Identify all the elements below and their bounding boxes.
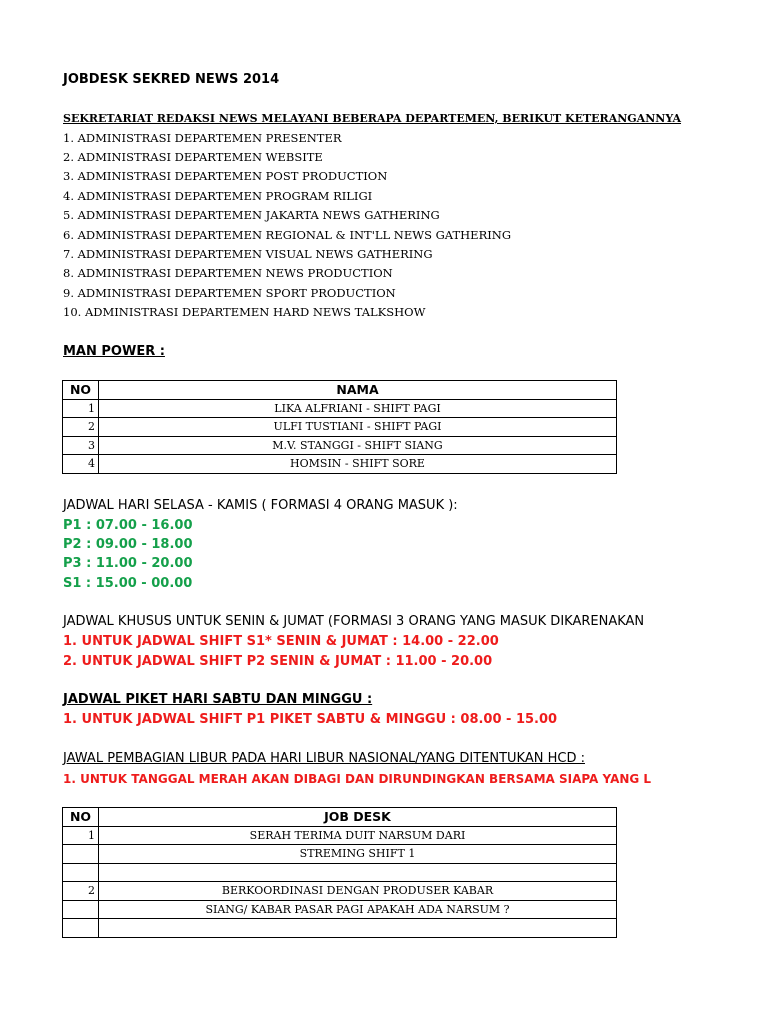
column-header-no: NO — [63, 381, 99, 400]
table-row — [63, 418, 617, 437]
table-row — [63, 436, 617, 455]
row-job — [99, 919, 617, 938]
weekend-line: 1. UNTUK JADWAL SHIFT P1 PIKET SABTU & MINGGU : 08.00 - 15.00 — [63, 712, 558, 727]
schedule-line: P2 : 09.00 - 18.00 — [63, 537, 193, 552]
department-item: 4. ADMINISTRASI DEPARTEMEN PROGRAM RILIGI — [63, 189, 373, 203]
manpower-heading: MAN POWER : — [63, 344, 165, 359]
department-item: 2. ADMINISTRASI DEPARTEMEN WEBSITE — [63, 150, 323, 164]
table-row — [63, 455, 617, 474]
row-job — [99, 863, 617, 882]
intro-line: SEKRETARIAT REDAKSI NEWS MELAYANI BEBERAPA DEPARTEMEN, BERIKUT KETERANGANNYA — [63, 112, 682, 125]
row-number — [63, 863, 99, 882]
column-header-no: NO — [63, 808, 99, 827]
weekend-heading: JADWAL PIKET HARI SABTU DAN MINGGU : — [63, 692, 373, 707]
holiday-heading: JAWAL PEMBAGIAN LIBUR PADA HARI LIBUR NASIONAL/YANG DITENTUKAN HCD : — [63, 751, 585, 766]
table-row — [63, 399, 617, 418]
table-row — [63, 845, 617, 864]
special-schedule-heading: JADWAL KHUSUS UNTUK SENIN & JUMAT (FORMASI 3 ORANG YANG MASUK DIKARENAKAN — [63, 614, 645, 629]
table-header-row — [63, 381, 617, 400]
schedule-line: P1 : 07.00 - 16.00 — [63, 518, 193, 533]
table-row — [63, 863, 617, 882]
department-item: 7. ADMINISTRASI DEPARTEMEN VISUAL NEWS GATHERING — [63, 247, 433, 261]
document-title: JOBDESK SEKRED NEWS 2014 — [63, 72, 280, 87]
department-item: 9. ADMINISTRASI DEPARTEMEN SPORT PRODUCTION — [63, 286, 396, 300]
row-number — [63, 919, 99, 938]
row-number: 1 — [63, 826, 99, 845]
jobdesk-table — [62, 807, 617, 938]
row-name: LIKA ALFRIANI - SHIFT PAGI — [99, 399, 617, 418]
row-number — [63, 845, 99, 864]
row-number — [63, 900, 99, 919]
special-schedule-line: 2. UNTUK JADWAL SHIFT P2 SENIN & JUMAT : 11.00 - 20.00 — [63, 654, 493, 669]
special-schedule-line: 1. UNTUK JADWAL SHIFT S1* SENIN & JUMAT : 14.00 - 22.00 — [63, 634, 499, 649]
department-item: 8. ADMINISTRASI DEPARTEMEN NEWS PRODUCTION — [63, 266, 393, 280]
row-name: HOMSIN - SHIFT SORE — [99, 455, 617, 474]
department-item: 3. ADMINISTRASI DEPARTEMEN POST PRODUCTION — [63, 169, 388, 183]
table-header-row — [63, 808, 617, 827]
row-number: 1 — [63, 399, 99, 418]
row-number: 3 — [63, 436, 99, 455]
department-item: 6. ADMINISTRASI DEPARTEMEN REGIONAL & INT'LL NEWS GATHERING — [63, 228, 512, 242]
row-job: STREMING SHIFT 1 — [99, 845, 617, 864]
department-item: 1. ADMINISTRASI DEPARTEMEN PRESENTER — [63, 131, 342, 145]
schedule-line: P3 : 11.00 - 20.00 — [63, 556, 193, 571]
department-item: 10. ADMINISTRASI DEPARTEMEN HARD NEWS TALKSHOW — [63, 305, 426, 319]
column-header-job-desk: JOB DESK — [99, 808, 617, 827]
table-row — [63, 900, 617, 919]
column-header-nama: NAMA — [99, 381, 617, 400]
row-name: M.V. STANGGI - SHIFT SIANG — [99, 436, 617, 455]
holiday-line: 1. UNTUK TANGGAL MERAH AKAN DIBAGI DAN DIRUNDINGKAN BERSAMA SIAPA YANG L — [63, 772, 652, 786]
row-job: SIANG/ KABAR PASAR PAGI APAKAH ADA NARSUM ? — [99, 900, 617, 919]
row-number: 2 — [63, 882, 99, 901]
manpower-table — [62, 380, 617, 474]
table-row — [63, 882, 617, 901]
department-item: 5. ADMINISTRASI DEPARTEMEN JAKARTA NEWS GATHERING — [63, 208, 440, 222]
row-number: 4 — [63, 455, 99, 474]
row-job: SERAH TERIMA DUIT NARSUM DARI — [99, 826, 617, 845]
table-row — [63, 826, 617, 845]
row-job: BERKOORDINASI DENGAN PRODUSER KABAR — [99, 882, 617, 901]
table-row — [63, 919, 617, 938]
schedule-heading: JADWAL HARI SELASA - KAMIS ( FORMASI 4 ORANG MASUK ): — [63, 498, 458, 513]
row-name: ULFI TUSTIANI - SHIFT PAGI — [99, 418, 617, 437]
row-number: 2 — [63, 418, 99, 437]
schedule-line: S1 : 15.00 - 00.00 — [63, 576, 193, 591]
